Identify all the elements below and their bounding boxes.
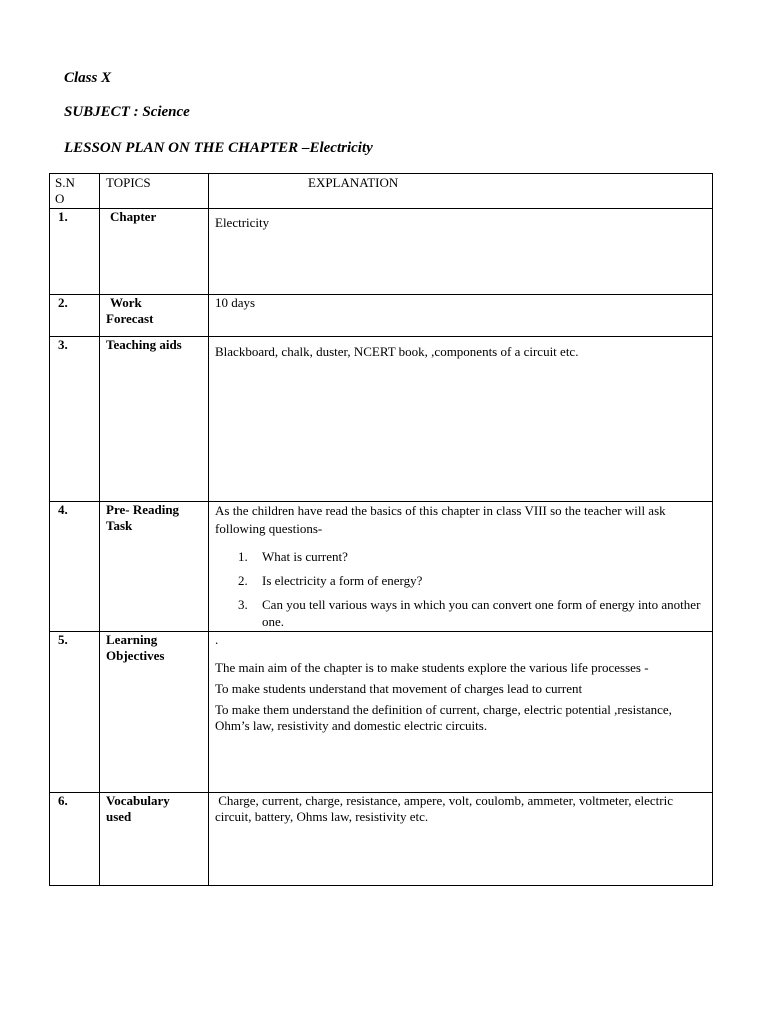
header-sno-line1: S.N [55, 175, 75, 190]
row-4-topic-line2: Task [106, 518, 133, 533]
row-6-topic-line2: used [106, 809, 132, 824]
row-4-topic [106, 502, 210, 534]
row-5-topic-line2: Objectives [106, 648, 165, 663]
header-sno-line2: O [55, 191, 65, 206]
subject-heading: SUBJECT : Science [64, 104, 190, 120]
question-number: 2. [238, 573, 248, 588]
question-item [215, 596, 709, 630]
row-1-topic: Chapter [110, 209, 157, 224]
header-explanation: EXPLANATION [308, 175, 399, 190]
question-text: What is current? [262, 549, 348, 564]
row-4-intro: As the children have read the basics of this chapter in class VIII so the teacher will ask following questions- [215, 503, 666, 536]
question-text: Can you tell various ways in which you can convert one form of energy into another one. [262, 597, 701, 629]
row-4-sno: 4. [58, 502, 68, 517]
row-3-topic: Teaching aids [106, 337, 182, 352]
question-item [215, 572, 709, 590]
header-topics: TOPICS [106, 175, 151, 190]
header-sno [55, 175, 75, 207]
row-5-objective-1: To make students understand that movement of charges lead to current [215, 681, 583, 696]
row-3-explanation: Blackboard, chalk, duster, NCERT book, ,components of a circuit etc. [215, 344, 579, 359]
row-5-explanation [215, 632, 709, 734]
lesson-plan-table [49, 173, 713, 886]
question-number: 1. [238, 549, 248, 564]
class-heading: Class X [64, 70, 112, 86]
question-number: 3. [238, 597, 248, 612]
column-divider [99, 174, 100, 885]
row-2-sno: 2. [58, 295, 68, 310]
row-6-sno: 6. [58, 793, 68, 808]
row-2-topic-line1: Work [110, 295, 142, 310]
row-6-topic-line1: Vocabulary [106, 793, 170, 808]
row-2-explanation: 10 days [215, 295, 256, 310]
row-5-topic [106, 632, 210, 664]
pre-reading-questions [215, 548, 709, 630]
row-1-sno: 1. [58, 209, 68, 224]
row-3-sno: 3. [58, 337, 68, 352]
row-4-topic-line1: Pre- Reading [106, 502, 180, 517]
row-5-aim: The main aim of the chapter is to make students explore the various life processes - [215, 660, 649, 675]
row-6-topic [106, 793, 210, 825]
lesson-plan-heading [64, 140, 373, 157]
lesson-plan-chapter: Electricity [309, 140, 373, 156]
row-1-explanation: Electricity [215, 215, 270, 230]
question-text: Is electricity a form of energy? [262, 573, 423, 588]
row-2-topic [106, 295, 210, 327]
row-6-explanation: Charge, current, charge, resistance, ampere, volt, coulomb, ammeter, voltmeter, electric circuit, battery, Ohms law, resistivity etc. [215, 793, 677, 824]
row-5-objective-2: To make them understand the definition of current, charge, electric potential ,resistance, Ohm’s law, resistivity and domestic electric circuits. [215, 702, 672, 733]
question-item [215, 548, 709, 566]
row-2-topic-line2: Forecast [106, 311, 154, 326]
lesson-plan-prefix: LESSON PLAN ON THE CHAPTER – [64, 140, 310, 156]
row-5-topic-line1: Learning [106, 632, 158, 647]
row-4-explanation [215, 502, 709, 636]
row-5-sno: 5. [58, 632, 68, 647]
row-5-dot: . [215, 632, 219, 647]
